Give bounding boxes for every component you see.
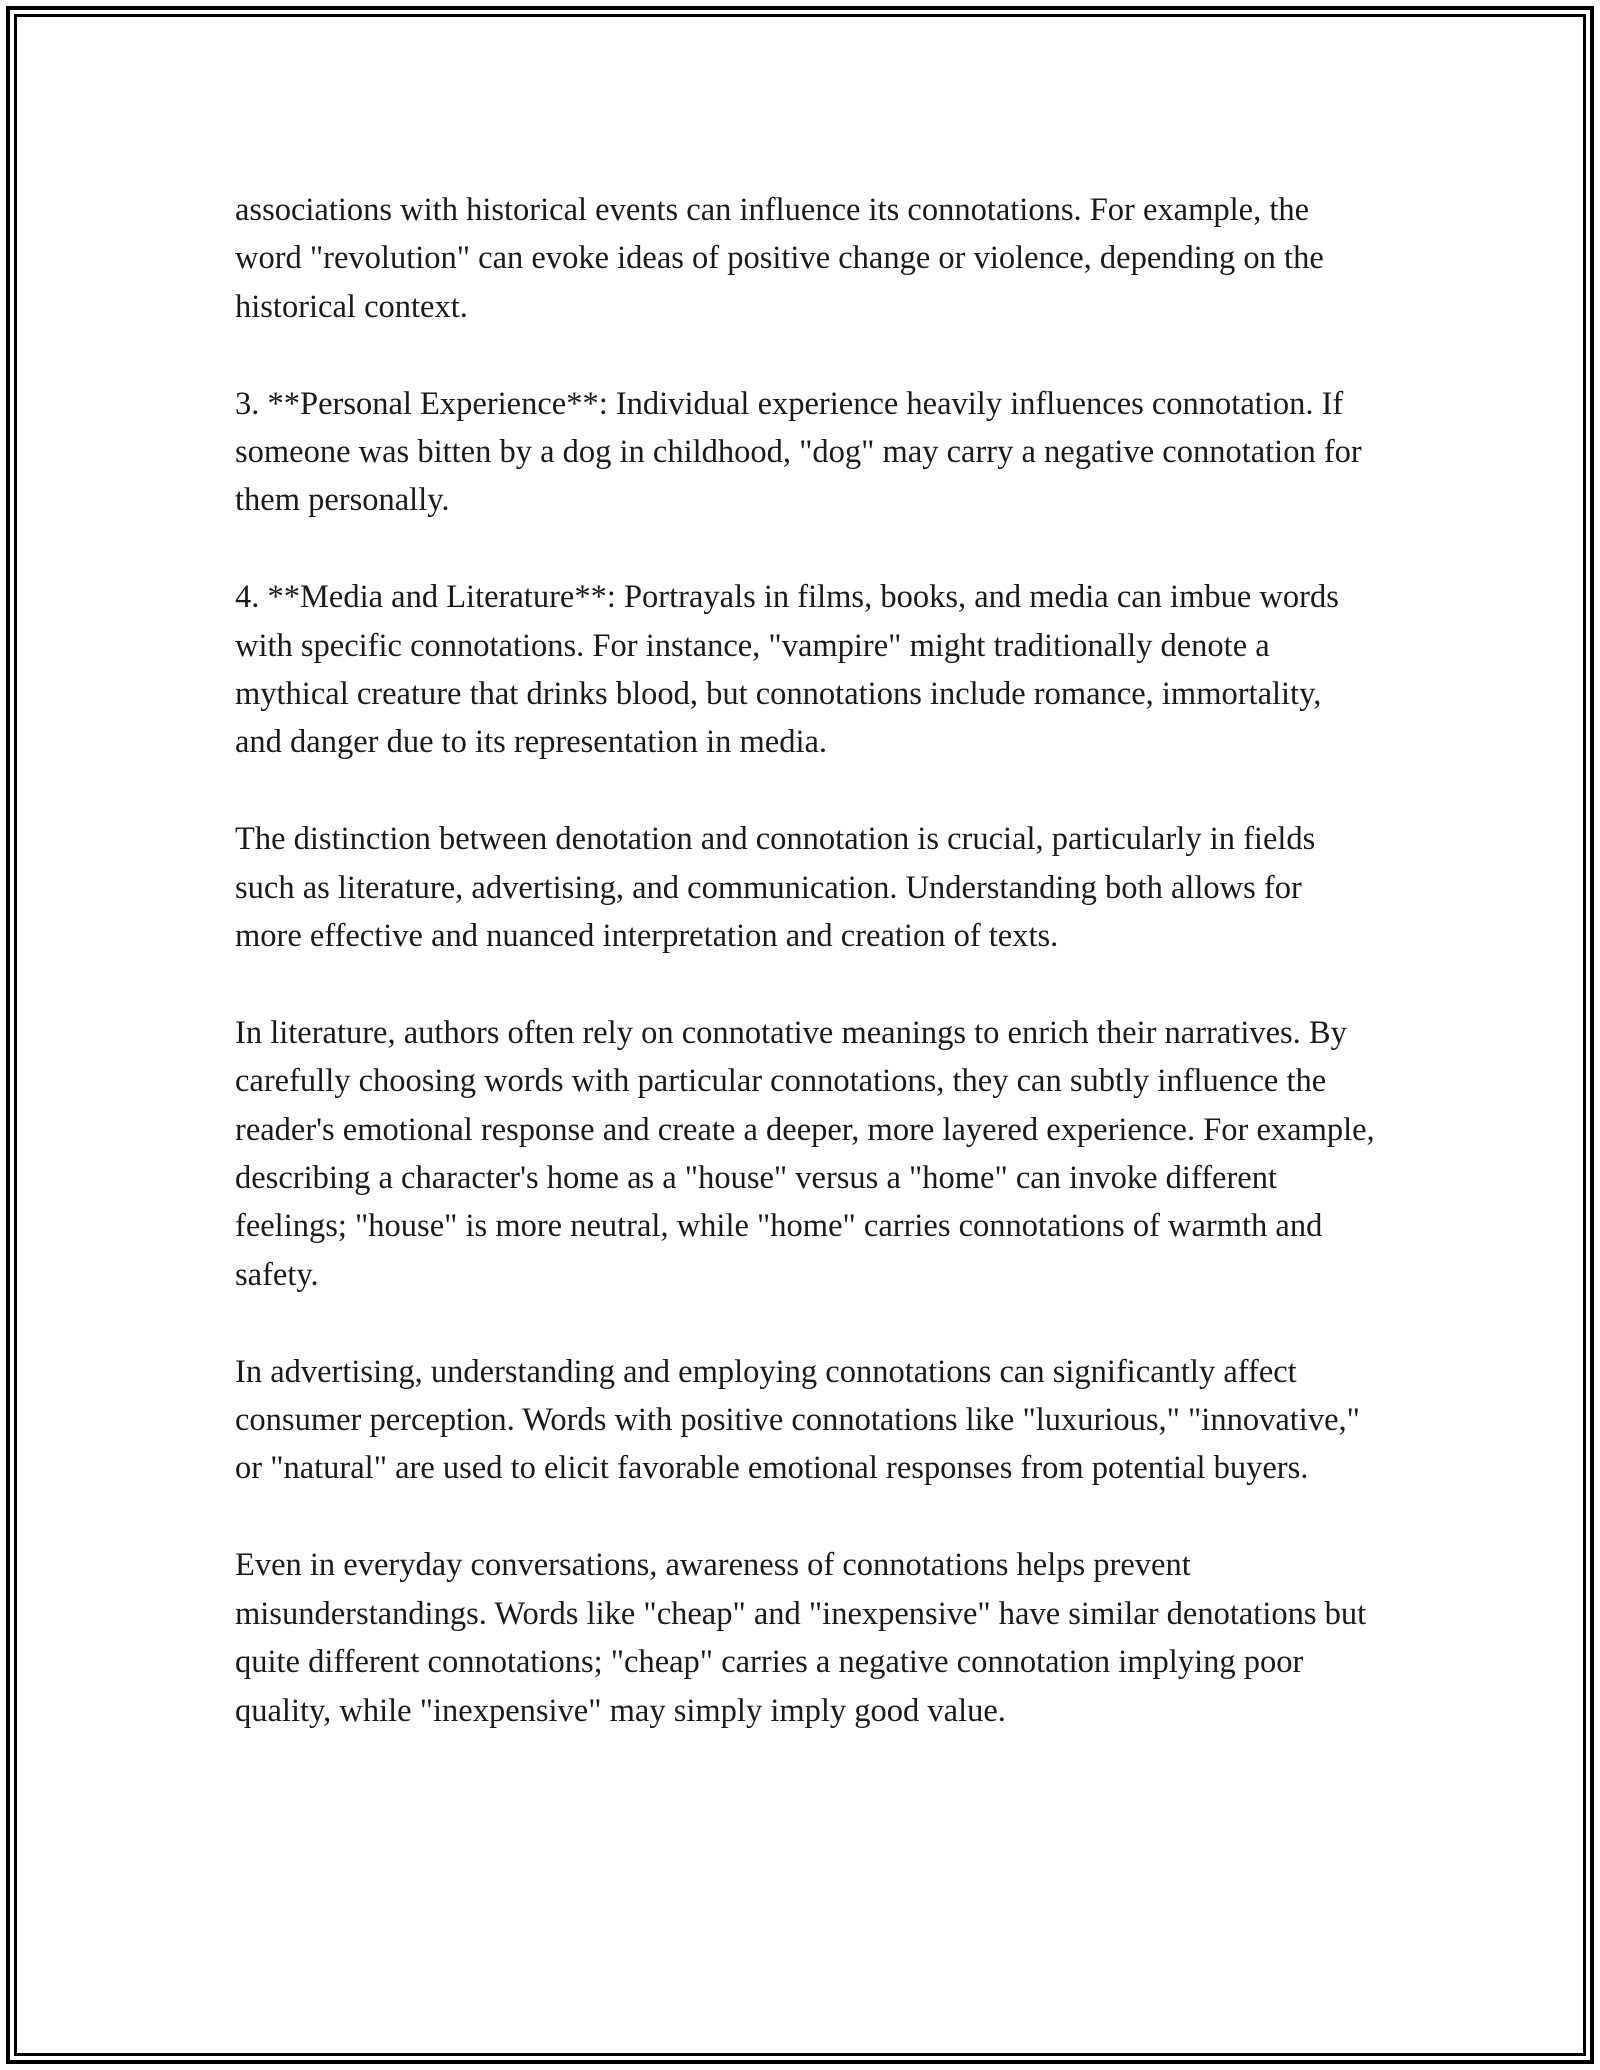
paragraph-literature: In literature, authors often rely on connotative meanings to enrich their narratives. By carefully choosing words with particular connotations, they can subtly influence the reader's emotional response and create a deeper, more layered experience. For example, describing a character's home as a "house" versus a "home" can invoke different feelings; "house" is more neutral, while "home" carries connotations of warmth and safety. [235,1014,1375,1293]
paragraph-distinction: The distinction between denotation and connotation is crucial, particularly in fields such as literature, advertising, and communication. Understanding both allows for more effective and nuanced interpretation and creation of texts. [235,821,1316,955]
paragraph-personal-experience: 3. **Personal Experience**: Individual experience heavily influences connotation. If someone was bitten by a dog in childhood, "dog" may carry a negative connotation for them personally. [235,385,1362,519]
paragraph-everyday-conversations: Even in everyday conversations, awareness of connotations helps prevent misunderstandings. Words like "cheap" and "inexpensive" have similar denotations but quite different connotations; "cheap" carries a negative connotation implying poor quality, while "inexpensive" may simply imply good value. [235,1547,1367,1729]
paragraph-advertising: In advertising, understanding and employing connotations can significantly affect consumer perception. Words with positive connotations like "luxurious," "innovative," or "natural" are used to elicit favorable emotional responses from potential buyers. [235,1353,1360,1487]
document-body [235,186,1375,1783]
paragraph-media-literature: 4. **Media and Literature**: Portrayals in films, books, and media can imbue words with specific connotations. For instance, "vampire" might traditionally denote a mythical creature that drinks blood, but connotations include romance, immortality, and danger due to its representation in media. [235,579,1339,761]
paragraph-historical-context: associations with historical events can influence its connotations. For example, the word "revolution" can evoke ideas of positive change or violence, depending on the historical context. [235,192,1324,325]
